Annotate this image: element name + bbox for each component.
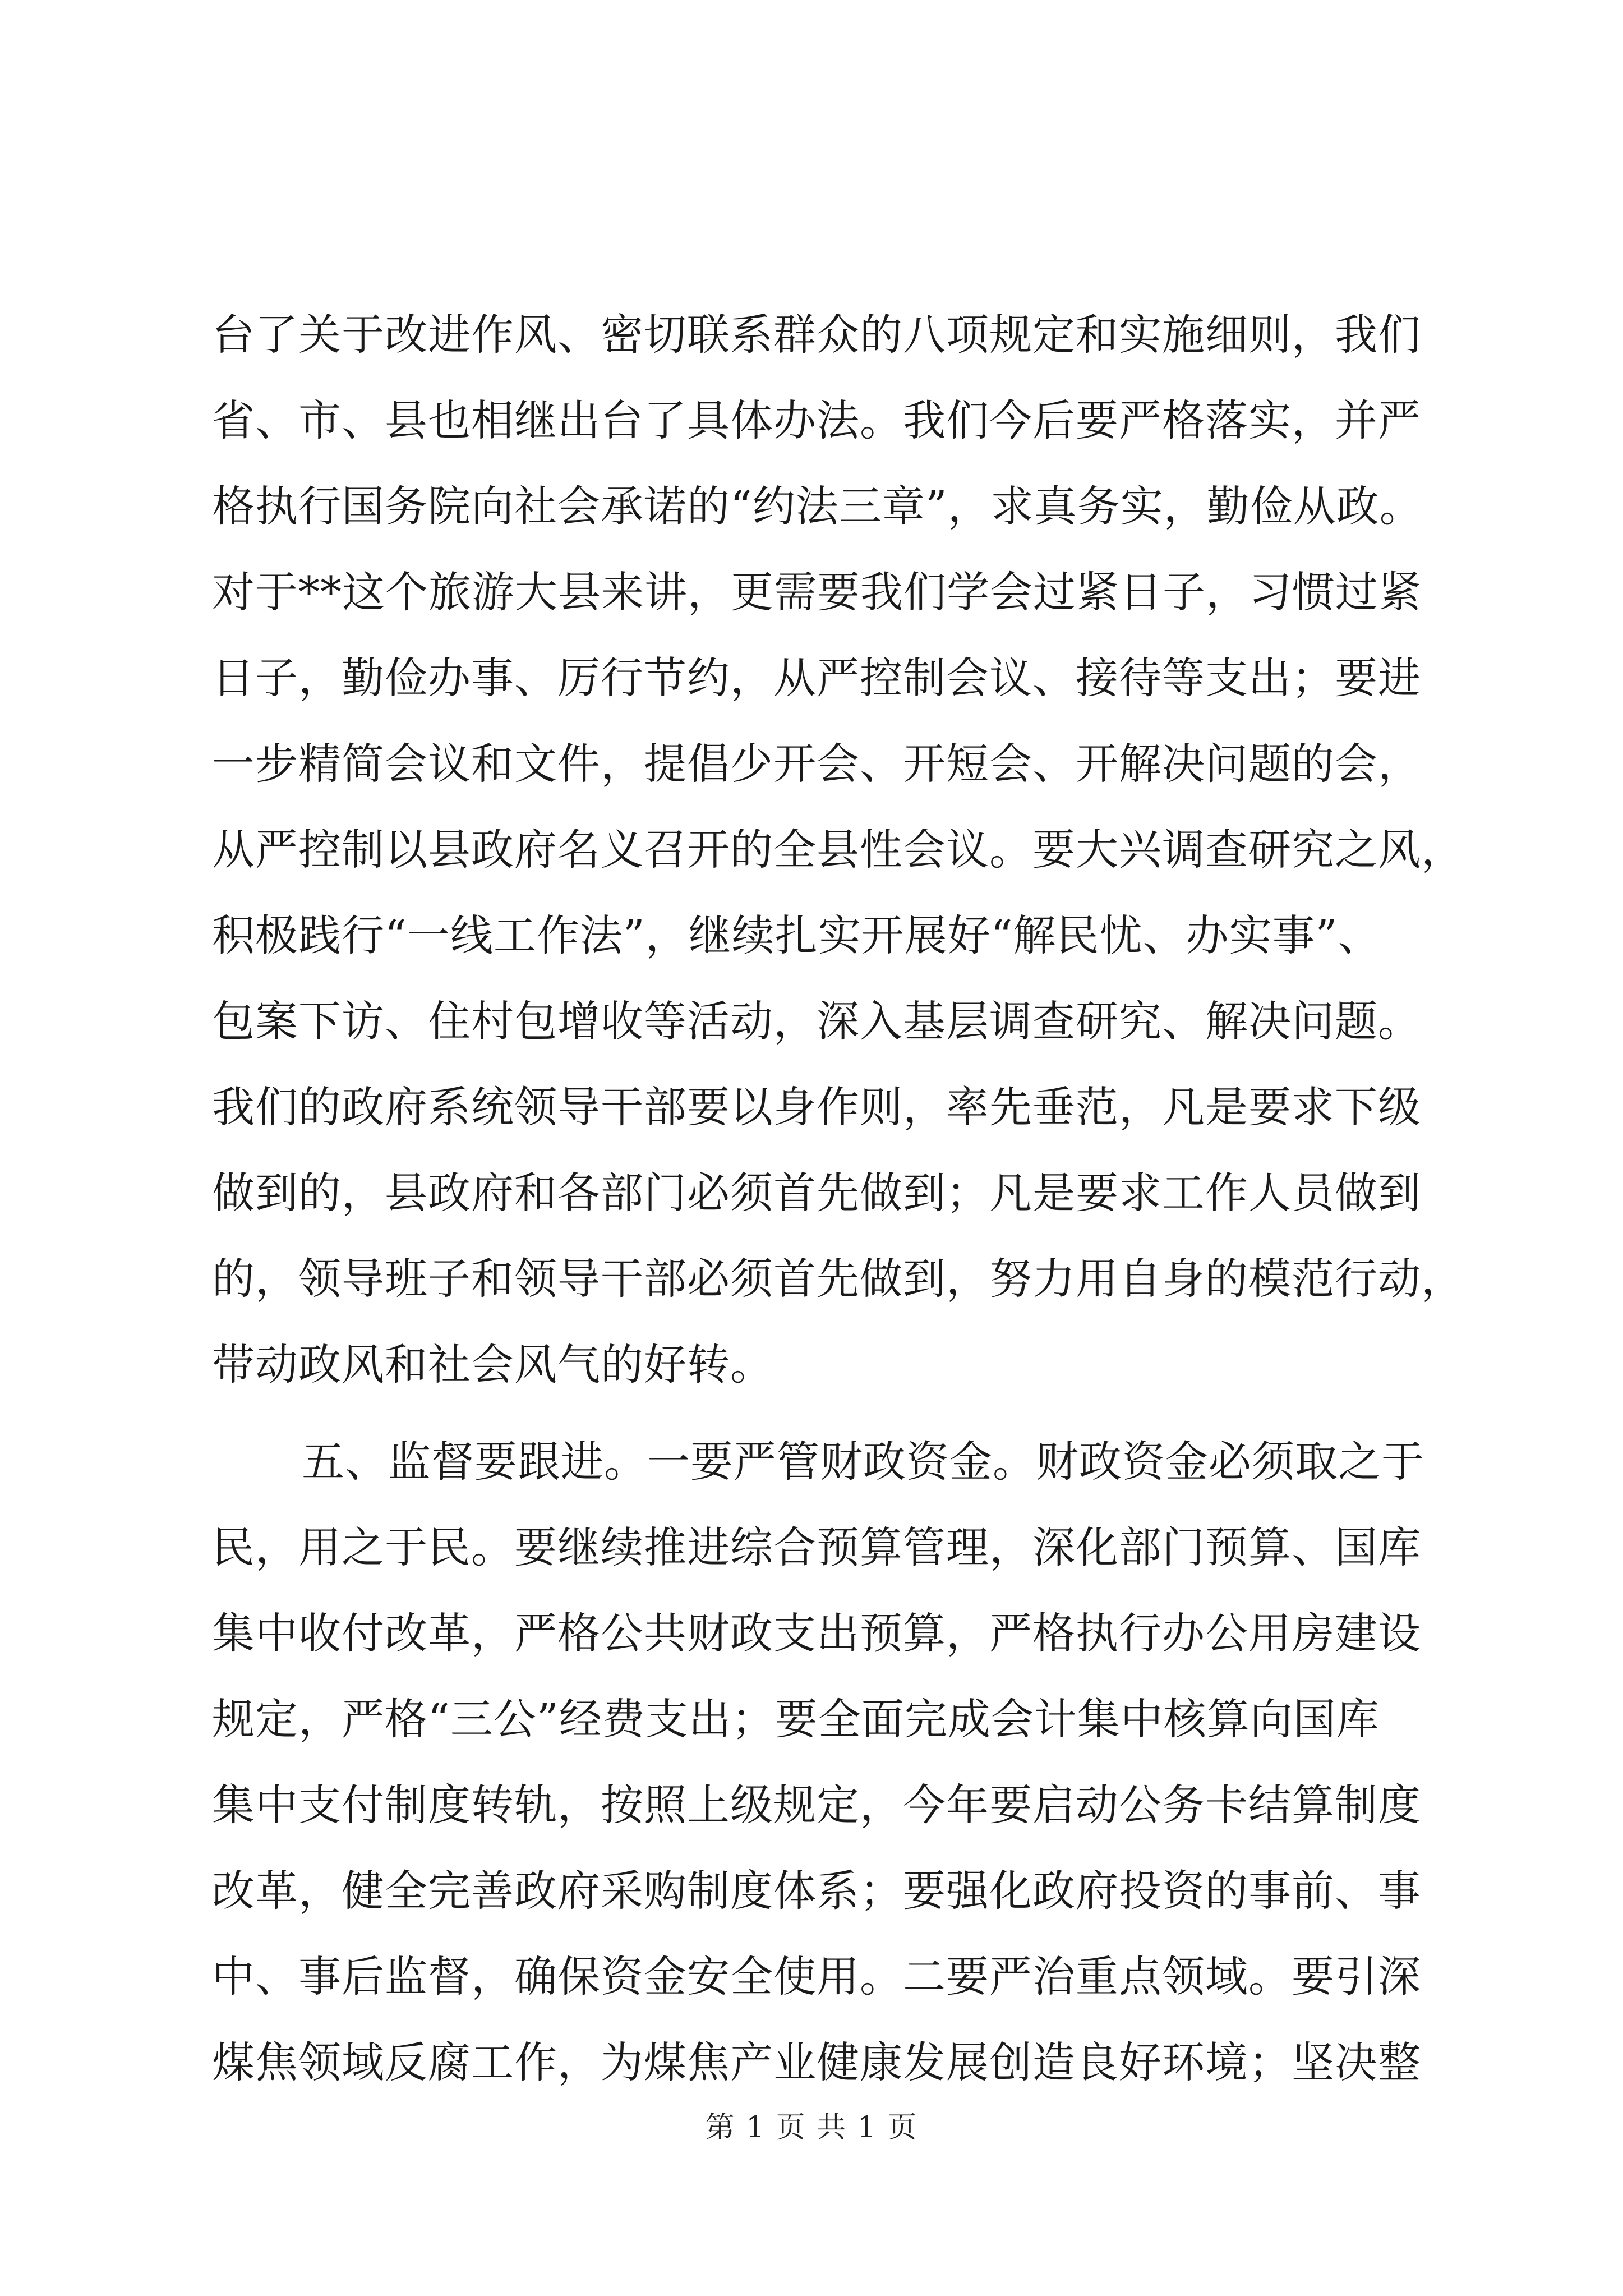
text-line: 从严控制以县政府名义召开的全县性会议。要大兴调查研究之风， — [212, 825, 1464, 875]
text-line: 的，领导班子和领导干部必须首先做到，努力用自身的模范行动， — [212, 1254, 1464, 1304]
text-line: 积极践行“一线工作法”，继续扎实开展好“解民忧、办实事”、 — [212, 910, 1381, 960]
paragraph-gap — [212, 1407, 1435, 1419]
text-line: 集中收付改革，严格公共财政支出预算，严格执行办公用房建设 — [212, 1608, 1421, 1658]
text-line: 中、事后监督，确保资金安全使用。二要严治重点领域。要引深 — [212, 1952, 1421, 2001]
text-line: 省、市、县也相继出台了具体办法。我们今后要严格落实，并严 — [212, 395, 1421, 445]
text-line: 带动政风和社会风气的好转。 — [212, 1340, 773, 1389]
text-line: 格执行国务院向社会承诺的“约法三章”，求真务实，勤俭从政。 — [212, 481, 1423, 531]
text-line: 民，用之于民。要继续推进综合预算管理，深化部门预算、国库 — [212, 1522, 1421, 1572]
text-line: 我们的政府系统领导干部要以身作则，率先垂范，凡是要求下级 — [212, 1082, 1421, 1132]
text-line: 五、监督要跟进。一要严管财政资金。财政资金必须取之于 — [302, 1437, 1424, 1487]
text-line: 对于**这个旅游大县来讲，更需要我们学会过紧日子，习惯过紧 — [212, 567, 1422, 617]
text-line: 日子，勤俭办事、厉行节约，从严控制会议、接待等支出；要进 — [212, 653, 1421, 703]
document-body — [212, 292, 1464, 2105]
text-line: 台了关于改进作风、密切联系群众的八项规定和实施细则，我们 — [212, 310, 1421, 360]
text-line: 包案下访、住村包增收等活动，深入基层调查研究、解决问题。 — [212, 996, 1421, 1046]
text-line: 规定，严格“三公”经费支出；要全面完成会计集中核算向国库 — [212, 1694, 1380, 1744]
text-line: 一步精简会议和文件，提倡少开会、开短会、开解决问题的会， — [212, 739, 1421, 789]
text-line: 集中支付制度转轨，按照上级规定，今年要启动公务卡结算制度 — [212, 1780, 1421, 1830]
text-line: 做到的，县政府和各部门必须首先做到；凡是要求工作人员做到 — [212, 1168, 1421, 1218]
text-line: 煤焦领域反腐工作，为煤焦产业健康发展创造良好环境；坚决整 — [212, 2037, 1421, 2087]
page-footer: 第 1 页 共 1 页 — [705, 2111, 918, 2145]
text-line: 改革，健全完善政府采购制度体系；要强化政府投资的事前、事 — [212, 1866, 1421, 1916]
